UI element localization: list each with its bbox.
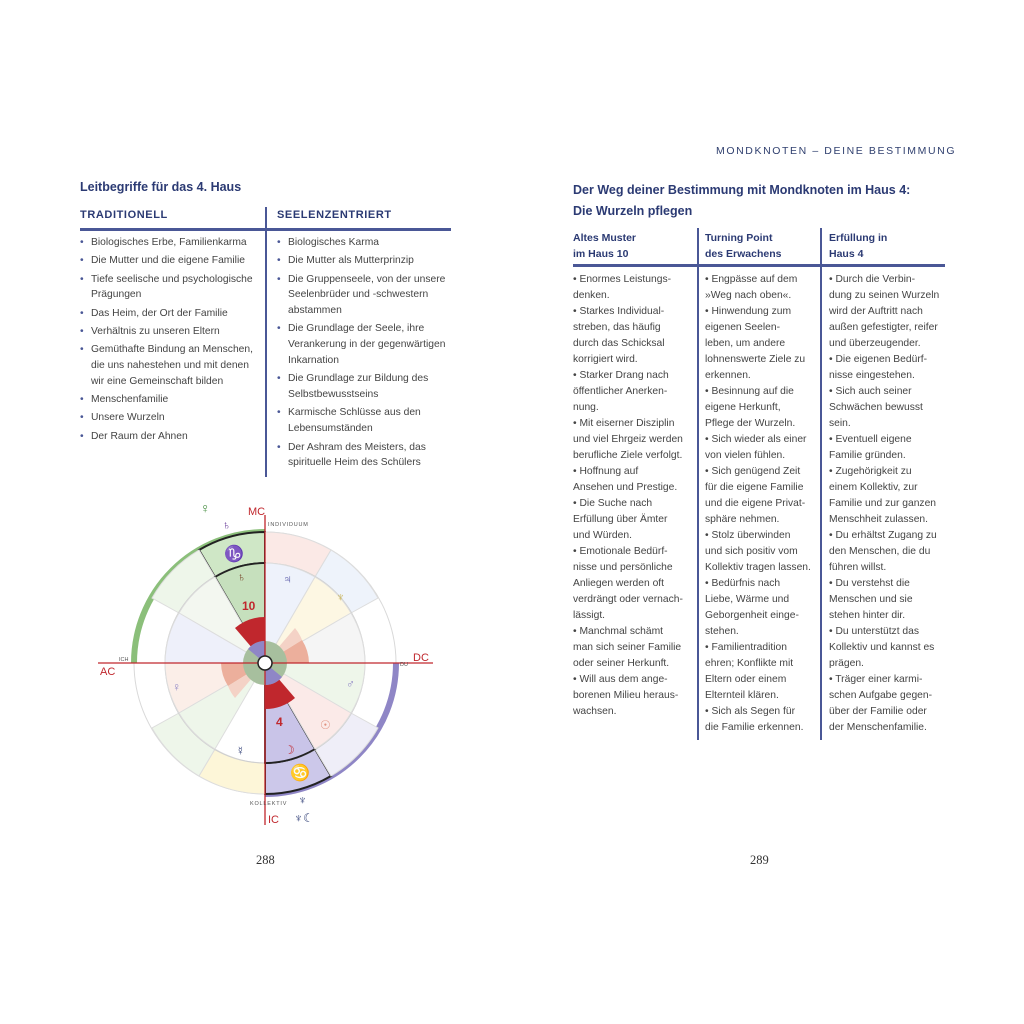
table-line: berufliche Ziele verfolgt. [573, 450, 683, 461]
table-line: den Menschen, die du [829, 546, 931, 557]
table-line: • Du unterstützt das [829, 626, 920, 637]
ic-label: IC [268, 814, 279, 826]
table-line: • Starkes Individual- [573, 306, 665, 317]
table-line: • Sich auch seiner [829, 386, 912, 397]
table-line: einem Kollektiv, zur [829, 482, 918, 493]
table-line: wachsen. [573, 706, 617, 717]
table-line: Elternteil klären. [705, 690, 779, 701]
table-line: verdrängt oder vernach- [573, 594, 683, 605]
mercury-icon: ☿ [236, 744, 245, 758]
table-line: wird der Auftritt nach [829, 306, 923, 317]
right-title-line-2: Die Wurzeln pflegen [573, 204, 693, 218]
table-line: eigenen Seelen- [705, 322, 780, 333]
table-line: Anliegen werden oft [573, 578, 665, 589]
ich-label: ICH [119, 657, 129, 663]
table-line: man sich seiner Familie [573, 642, 682, 653]
table-line: • Sich wieder als einer [705, 434, 807, 445]
table-line: Liebe, Wärme und [705, 594, 790, 605]
top-venus-icon: ♀ [200, 500, 211, 516]
table-line: öffentlicher Anerken- [573, 386, 668, 397]
table-line: denken. [573, 290, 610, 301]
table-line: • Du erhältst Zugang zu [829, 530, 937, 541]
table-line: erkennen. [705, 370, 751, 381]
table-line: ehren; Konflikte mit [705, 658, 794, 669]
list-item: • Unsere Wurzeln [80, 410, 260, 426]
list-item: • Biologisches Erbe, Familienkarma [80, 235, 260, 251]
table-line: führen willst. [829, 562, 887, 573]
bottom-neptune-moon-icon: ♆☾ [294, 811, 314, 825]
table-line: stehen. [705, 626, 739, 637]
list-item: • Verhältnis zu unseren Eltern [80, 324, 260, 340]
list-item: • Die Mutter und die eigene Familie [80, 253, 260, 269]
left-section-title: Leitbegriffe für das 4. Haus [80, 180, 242, 194]
table-line: • Sich als Segen für [705, 706, 796, 717]
right-section-title [573, 180, 933, 222]
table-line: • Hinwendung zum [705, 306, 792, 317]
table-line: und Würden. [573, 530, 632, 541]
table-line: • Du verstehst die [829, 578, 910, 589]
cancer-icon: ♋ [290, 765, 310, 782]
mc-label: MC [248, 506, 266, 518]
list-item: • Karmische Schlüsse aus den Lebensumständen [277, 405, 457, 437]
table-line: • Träger einer karmi- [829, 674, 923, 685]
running-head: MONDKNOTEN – DEINE BESTIMMUNG [716, 145, 957, 157]
list-item: • Der Ashram des Meisters, das spirituelle Heim des Schülers [277, 440, 457, 472]
table-line: • Besinnung auf die [705, 386, 794, 397]
list-item: • Die Mutter als Mutterprinzip [277, 253, 457, 269]
right-col-divider-2 [820, 228, 822, 740]
list-item: • Der Raum der Ahnen [80, 429, 260, 445]
list-item: • Menschenfamilie [80, 392, 260, 408]
table-line: durch das Schicksal [573, 338, 665, 349]
right-col-divider-1 [697, 228, 699, 740]
table-line: Schwächen bewusst [829, 402, 923, 413]
table-line: Pflege der Wurzeln. [705, 418, 796, 429]
col-erfuellung [829, 272, 939, 736]
table-line: • Mit eiserner Disziplin [573, 418, 675, 429]
table-line: • Bedürfnis nach [705, 578, 781, 589]
du-label: DU [400, 662, 408, 668]
table-line: • Hoffnung auf [573, 466, 639, 477]
table-line: • Eventuell eigene [829, 434, 912, 445]
table-line: »Weg nach oben«. [705, 290, 792, 301]
bottom-neptune-icon: ♆ [298, 793, 307, 807]
ac-label: AC [100, 666, 116, 678]
table-line: und sich positiv vom [705, 546, 798, 557]
house-wheel-chart [88, 495, 448, 830]
col-turning-point [705, 272, 811, 736]
table-line: Ansehen und Prestige. [573, 482, 678, 493]
table-line: • Starker Drang nach [573, 370, 669, 381]
table-line: dung zu seinen Wurzeln [829, 290, 940, 301]
th-altes-muster: Altes Muster im Haus 10 [573, 232, 637, 260]
table-line: außen gefestigter, reifer [829, 322, 938, 333]
table-line: Eltern oder einem [705, 674, 787, 685]
table-line: leben, um andere [705, 338, 786, 349]
table-line: stehen hinter dir. [829, 610, 906, 621]
list-item: • Das Heim, der Ort der Familie [80, 306, 260, 322]
table-line: • Stolz überwinden [705, 530, 791, 541]
table-line: • Engpässe auf dem [705, 274, 798, 285]
table-line: • Sich genügend Zeit [705, 466, 801, 477]
th-turning-point: Turning Point des Erwachens [705, 232, 782, 260]
table-line: Kollektiv und kannst es [829, 642, 935, 653]
list-item: • Tiefe seelische und psychologische Prägungen [80, 272, 260, 304]
table-line: der Menschenfamilie. [829, 722, 927, 733]
list-item: • Die Grundlage zur Bildung des Selbstbewusstseins [277, 371, 457, 403]
list-item: • Gemüthafte Bindung an Menschen, die uns nahestehen und mit denen wir eine Gemeinschaft bilden [80, 342, 260, 389]
sun-icon: ☉ [320, 718, 331, 732]
table-line: nisse und persönliche [573, 562, 673, 573]
col-head-seelenzentriert: SEELENZENTRIERT [277, 209, 392, 221]
table-line: sphäre nehmen. [705, 514, 780, 525]
list-item: • Die Grundlage der Seele, ihre Verankerung in der gegenwärtigen Inkarnation [277, 321, 457, 368]
jupiter-icon: ♃ [283, 572, 292, 586]
right-table-header-rule [573, 264, 945, 267]
th-erfuellung: Erfüllung in Haus 4 [829, 232, 888, 260]
moon-icon: ☽ [284, 743, 295, 757]
page-number-left: 288 [256, 853, 275, 867]
table-line: eigene Herkunft, [705, 402, 781, 413]
table-line: Kollektiv tragen lassen. [705, 562, 811, 573]
table-line: und überzeugender. [829, 338, 921, 349]
dc-label: DC [413, 652, 429, 664]
list-item: • Biologisches Karma [277, 235, 457, 251]
seelenzentriert-list [277, 235, 457, 474]
table-line: Erfüllung über Ämter [573, 514, 668, 525]
table-line: • Durch die Verbin- [829, 274, 916, 285]
saturn-icon: ♄ [237, 570, 246, 584]
kollektiv-label: KOLLEKTIV [250, 801, 288, 807]
table-line: • Zugehörigkeit zu [829, 466, 912, 477]
house-10-number: 10 [242, 599, 256, 613]
table-line: über der Familie oder [829, 706, 927, 717]
table-line: sein. [829, 418, 851, 429]
table-line: nung. [573, 402, 599, 413]
individuum-label: INDIVIDUUM [268, 522, 309, 528]
table-line: schen Aufgabe gegen- [829, 690, 933, 701]
table-line: nisse eingestehen. [829, 370, 915, 381]
capricorn-icon: ♑ [224, 546, 244, 563]
table-line: lohnenswerte Ziele zu [705, 354, 806, 365]
table-line: borenen Milieu heraus- [573, 690, 679, 701]
table-line: Geborgenheit einge- [705, 610, 799, 621]
table-line: die Familie erkennen. [705, 722, 804, 733]
neptune-icon: ♆ [336, 590, 345, 604]
table-line: korrigiert wird. [573, 354, 638, 365]
table-line: prägen. [829, 658, 864, 669]
col-altes-muster [573, 272, 683, 720]
table-line: • Familientradition [705, 642, 788, 653]
table-line: • Will aus dem ange- [573, 674, 668, 685]
table-line: Menschheit zulassen. [829, 514, 929, 525]
right-title-line-1: Der Weg deiner Bestimmung mit Mondknoten im Haus 4: [573, 183, 911, 197]
venus-icon: ♀ [172, 680, 181, 694]
table-line: von vielen fühlen. [705, 450, 786, 461]
table-line: Familie und zur ganzen [829, 498, 937, 509]
table-line: • Die Suche nach [573, 498, 653, 509]
mars-icon: ♂ [346, 677, 355, 691]
table-line: • Emotionale Bedürf- [573, 546, 668, 557]
page-number-right: 289 [750, 853, 769, 867]
table-line: • Enormes Leistungs- [573, 274, 672, 285]
col-head-traditionell: TRADITIONELL [80, 209, 168, 221]
list-item: • Die Gruppenseele, von der unsere Seelenbrüder und -schwestern abstammen [277, 272, 457, 319]
table-line: • Die eigenen Bedürf- [829, 354, 928, 365]
table-line: • Manchmal schämt [573, 626, 664, 637]
table-line: für die eigene Familie [705, 482, 804, 493]
column-divider [265, 207, 267, 477]
traditionell-list [80, 235, 260, 447]
table-line: und viel Ehrgeiz werden [573, 434, 683, 445]
table-line: streben, das häufig [573, 322, 661, 333]
table-line: oder seiner Herkunft. [573, 658, 670, 669]
top-saturn-icon: ♄ [222, 518, 231, 532]
table-line: Familie gründen. [829, 450, 906, 461]
table-line: und die eigene Privat- [705, 498, 806, 509]
table-line: lässigt. [573, 610, 606, 621]
table-line: Menschen und sie [829, 594, 913, 605]
house-4-number: 4 [276, 715, 283, 729]
